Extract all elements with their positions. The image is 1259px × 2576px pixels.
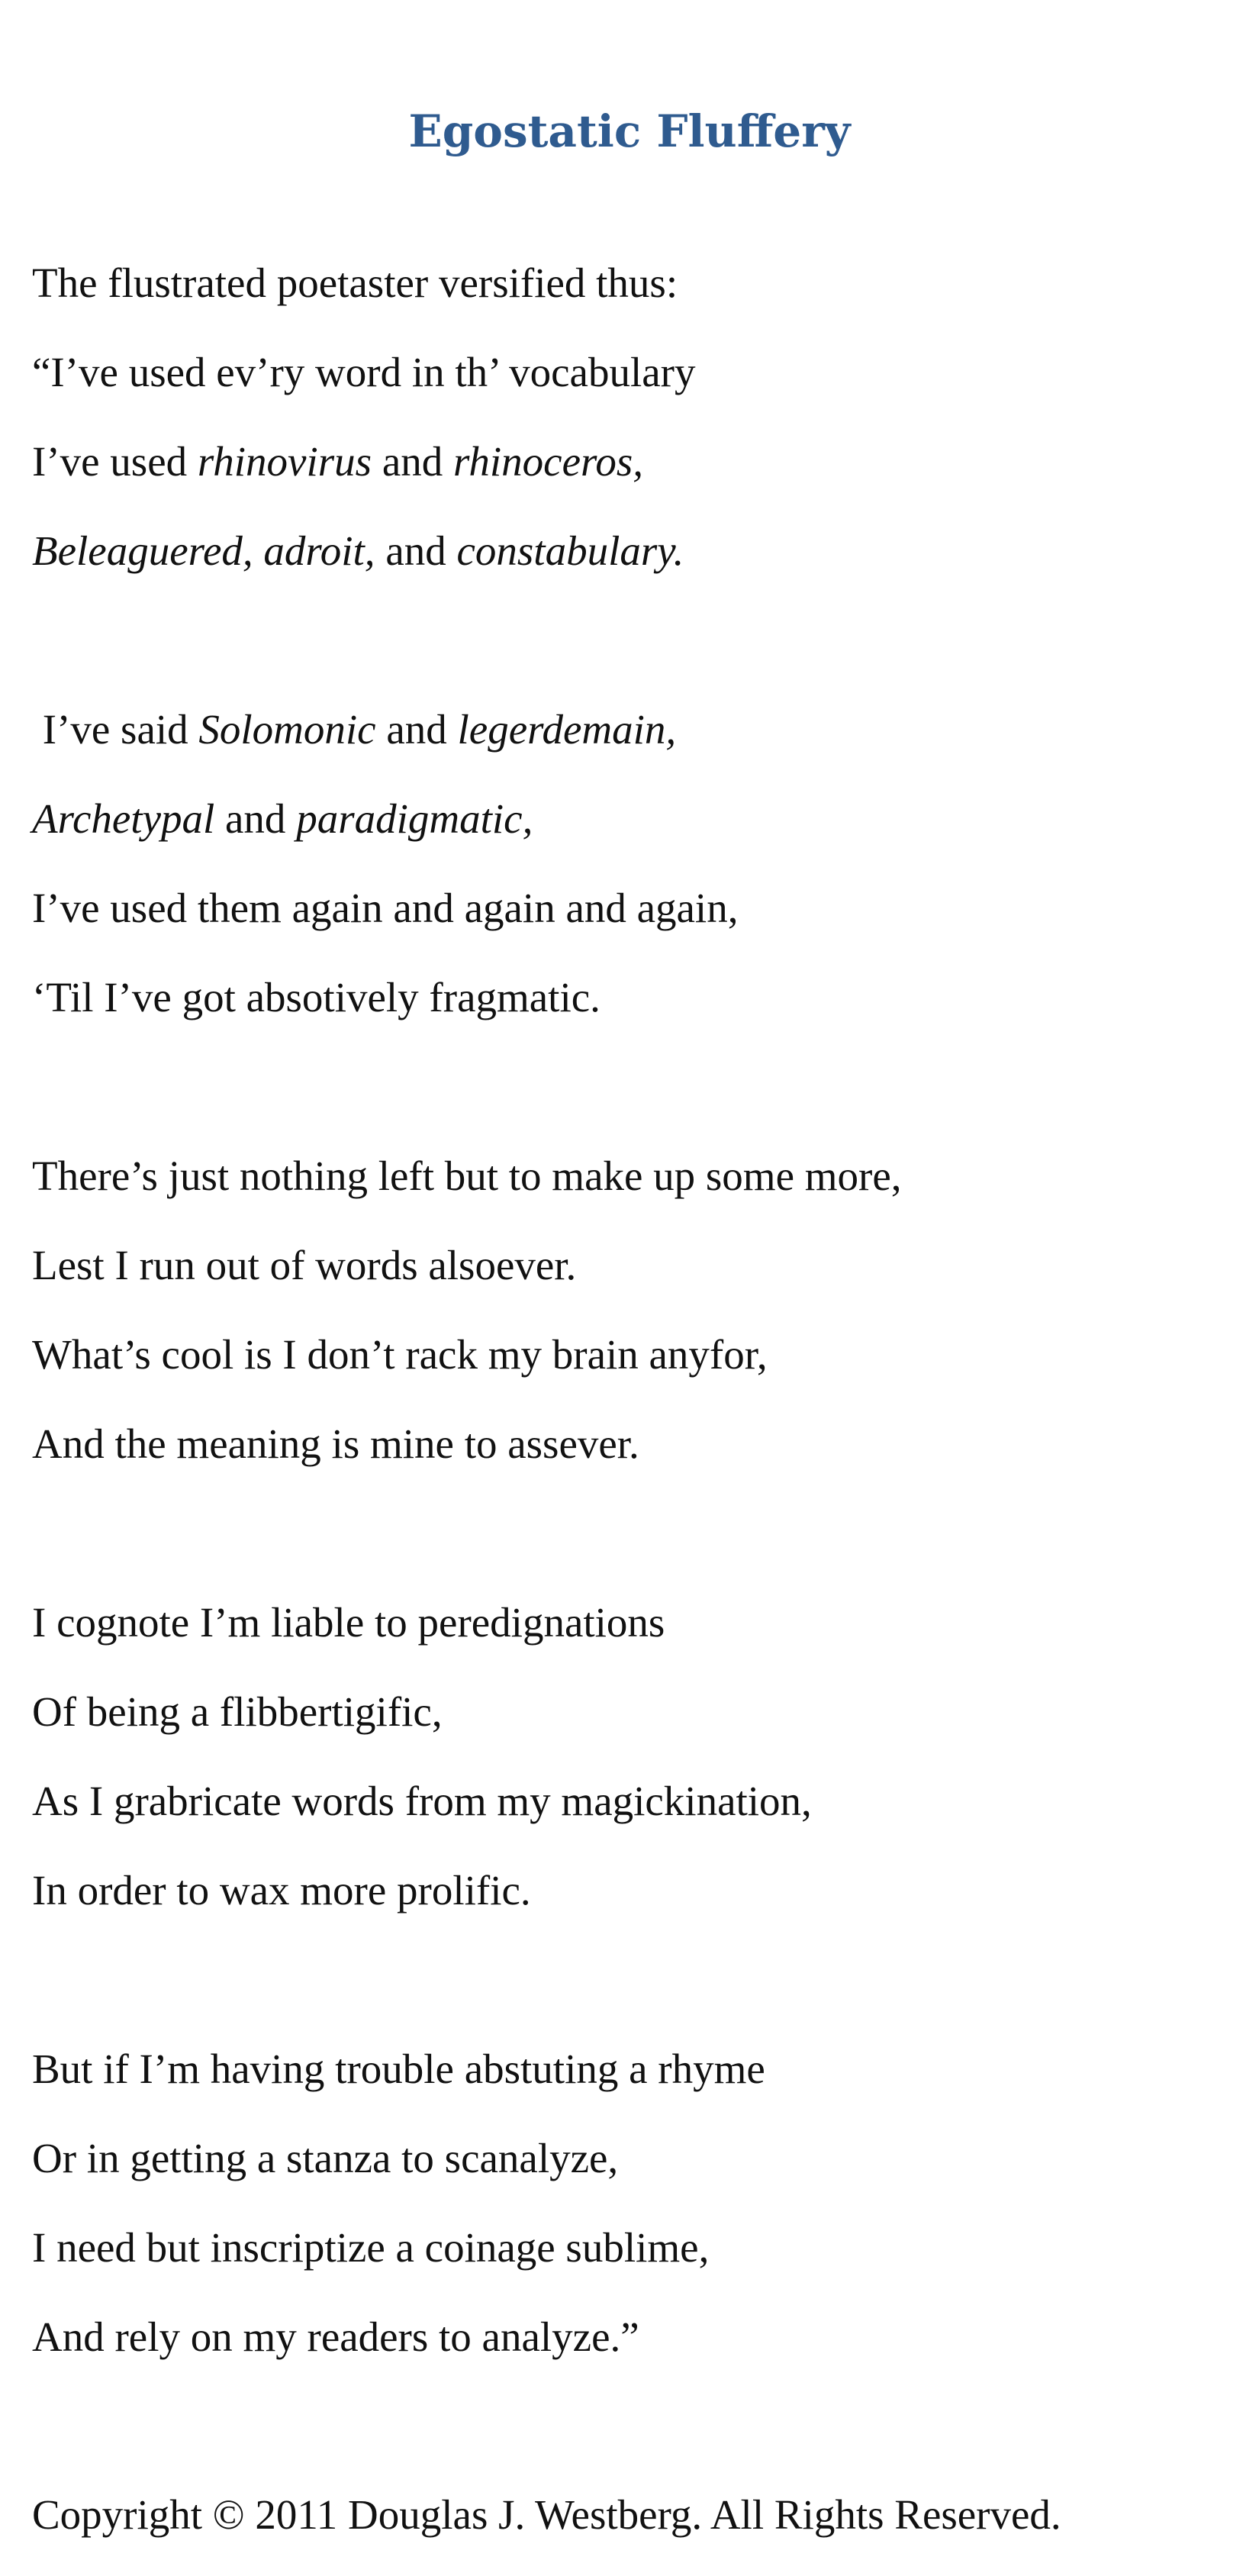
line-text: “I’ve used ev’ry word in th’ vocabulary: [32, 349, 696, 395]
poem-line: [32, 527, 684, 574]
line-text: And rely on my readers to analyze.”: [32, 2313, 639, 2360]
poem-line: [32, 1599, 665, 1646]
line-text: There’s just nothing left but to make up some more,: [32, 1153, 902, 1199]
poem-line: [32, 1780, 812, 1822]
poem-line: [32, 1244, 576, 1286]
poem-line: [32, 2048, 765, 2090]
poem-line: [32, 1155, 902, 1197]
line-text: But if I’m having trouble abstuting a rhyme: [32, 2046, 765, 2092]
poem-line: [32, 2224, 710, 2271]
italic-word: Solomonic: [198, 706, 376, 753]
poem-line: [32, 795, 533, 842]
line-text: In order to wax more prolific.: [32, 1867, 531, 1913]
poem-line: [32, 1688, 443, 1735]
poem-line: [32, 1869, 531, 1911]
line-text: I cognote I’m liable to peredignations: [32, 1599, 665, 1646]
line-text: and: [375, 706, 458, 753]
italic-word: rhinovirus: [197, 438, 372, 485]
poem-line: [32, 438, 644, 485]
italic-word: legerdemain,: [457, 706, 677, 753]
line-text: What’s cool is I don’t rack my brain anyfor,: [32, 1331, 768, 1378]
line-text: Or in getting a stanza to scanalyze,: [32, 2135, 619, 2181]
italic-word: paradigmatic,: [296, 795, 533, 842]
poem-line: [32, 706, 677, 753]
line-text: I’ve used: [32, 438, 198, 485]
italic-word: Beleaguered, adroit,: [32, 527, 375, 574]
poem-title: Egostatic Fluffery: [408, 105, 851, 157]
italic-word: constabulary.: [456, 527, 684, 574]
line-text: Lest I run out of words alsoever.: [32, 1242, 577, 1288]
italic-word: rhinoceros,: [452, 438, 644, 485]
line-text: And the meaning is mine to assever.: [32, 1420, 639, 1467]
line-text: I need but inscriptize a coinage sublime,: [32, 2224, 710, 2271]
line-text: and: [372, 438, 453, 485]
poem-line: [32, 2313, 639, 2360]
line-text: ‘Til I’ve got absotively fragmatic.: [32, 974, 601, 1020]
poem-line: [32, 351, 695, 393]
poem-intro-line: The flustrated poetaster versified thus:: [32, 260, 678, 306]
poem-line: [32, 1331, 768, 1378]
line-text: and: [214, 795, 297, 842]
poem-line: [32, 1420, 639, 1467]
line-text: and: [375, 527, 457, 574]
italic-word: Archetypal: [32, 795, 215, 842]
copyright-notice: Copyright © 2011 Douglas J. Westberg. All Rights Reserved.: [32, 2491, 1061, 2538]
poem-line: [32, 2137, 618, 2179]
line-text: I’ve used them again and again and again,: [32, 885, 739, 931]
line-text: As I grabricate words from my magickination,: [32, 1778, 812, 1824]
line-text: Of being a flibbertigific,: [32, 1688, 443, 1735]
poem-line: [32, 976, 601, 1018]
poem-line: [32, 887, 738, 929]
line-text: I’ve said: [32, 706, 199, 753]
